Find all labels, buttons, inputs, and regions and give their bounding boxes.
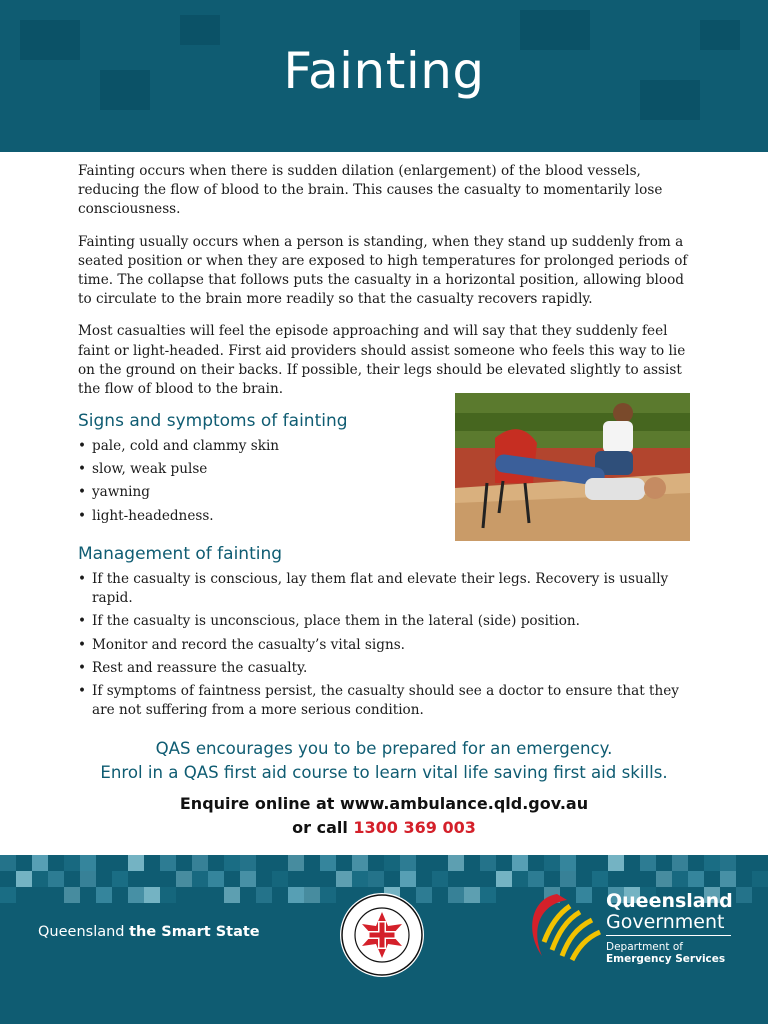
enquire-online[interactable]: Enquire online at www.ambulance.qld.gov.au: [179, 794, 589, 813]
enquire-call: [0, 816, 768, 840]
call-prefix: or call: [292, 818, 354, 837]
tagline: [38, 924, 260, 940]
queensland-government-wordmark: [606, 891, 733, 965]
fainting-photo: [455, 393, 690, 541]
qas-logo: [338, 891, 426, 979]
header-banner: [0, 0, 768, 152]
footer-banner: [0, 855, 768, 1024]
enquire-block: [0, 792, 768, 840]
qg-dept: [606, 941, 733, 965]
qg-gov: Government: [606, 911, 731, 936]
list-item: • Rest and reassure the casualty.: [78, 659, 690, 678]
list-item: • yawning: [78, 483, 438, 502]
intro-paragraph: Fainting occurs when there is sudden dilation (enlargement) of the blood vessels, reducing the flow of blood to the brain. This causes the casualty to momentarily lose consciousness.: [78, 163, 663, 218]
tagline-bold: the Smart State: [129, 924, 260, 940]
qg-dept-line1: Department of: [606, 941, 683, 953]
management-heading: Management of fainting: [78, 544, 283, 564]
signs-section: [78, 411, 438, 530]
intro-text: [78, 162, 690, 412]
list-item: • If the casualty is unconscious, place them in the lateral (side) position.: [78, 612, 690, 631]
cta-block: [0, 737, 768, 785]
signs-heading: Signs and symptoms of fainting: [78, 411, 348, 431]
queensland-government-logo: [522, 890, 602, 964]
qg-name: Queensland: [606, 890, 733, 912]
list-item: • light-headedness.: [78, 507, 438, 526]
cta-line: Enrol in a QAS first aid course to learn vital life saving first aid skills.: [100, 763, 668, 782]
phone-number[interactable]: 1300 369 003: [353, 818, 476, 837]
signs-list: [78, 437, 438, 526]
intro-paragraph: Fainting usually occurs when a person is standing, when they stand up suddenly from a seated position or when they are exposed to high temperatures for prolonged periods of time. The collapse that follows puts the casualty in a horizontal position, allowing blood to circulate to the brain more readily so that the casualty recovers rapidly.: [78, 233, 688, 308]
cta-line: QAS encourages you to be prepared for an emergency.: [155, 739, 613, 758]
list-item: • Monitor and record the casualty’s vital signs.: [78, 636, 690, 655]
list-item: • pale, cold and clammy skin: [78, 437, 438, 456]
management-list: [78, 570, 690, 720]
list-item: • If the casualty is conscious, lay them flat and elevate their legs. Recovery is usually rapid.: [78, 570, 690, 608]
page-title: Fainting: [283, 42, 485, 100]
tagline-prefix: Queensland: [38, 924, 130, 940]
management-section: [78, 544, 690, 724]
intro-paragraph: Most casualties will feel the episode approaching and will say that they suddenly feel faint or light-headed. First aid providers should assist someone who feels this way to lie on the ground on their backs. If possible, their legs should be elevated slightly to assist the flow of blood to the brain.: [78, 323, 686, 398]
list-item: • If symptoms of faintness persist, the casualty should see a doctor to ensure that they are not suffering from a more serious condition.: [78, 682, 690, 720]
qg-dept-line2: Emergency Services: [606, 953, 726, 965]
list-item: • slow, weak pulse: [78, 460, 438, 479]
